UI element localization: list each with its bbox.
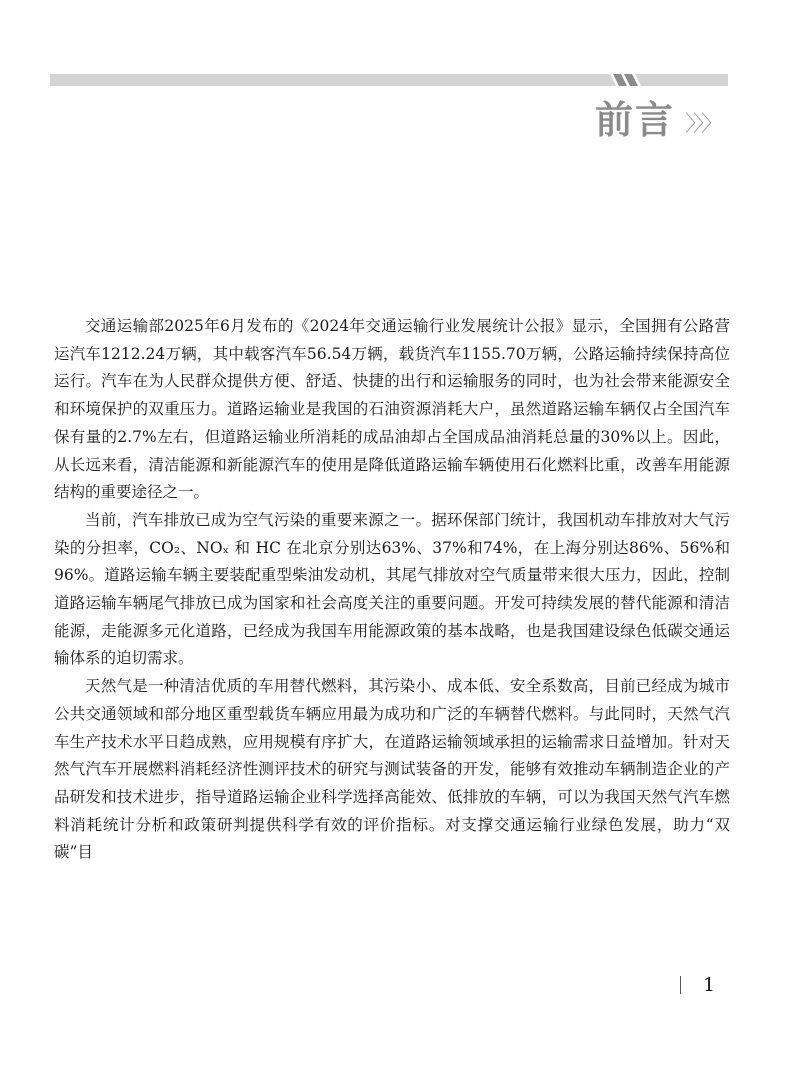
chevron-right-icon: 〉〉〉	[684, 112, 720, 137]
chapter-heading	[595, 98, 720, 142]
body-text	[54, 313, 730, 867]
paragraph-2: 当前，汽车排放已成为空气污染的重要来源之一。据环保部门统计，我国机动车排放对大气污染的分担率，CO₂、NOₓ 和 HC 在北京分别达63%、37%和74%，在上海分别达86%、56%和96%。道路运输车辆主要装配重型柴油发动机，其尾气排放对空气质量带来很大压力，因此，控制道路运输车辆尾气排放已成为国家和社会高度关注的重要问题。开发可持续发展的替代能源和清洁能源，走能源多元化道路，已经成为我国车用能源政策的基本战略，也是我国建设绿色低碳交通运输体系的迫切需求。	[54, 510, 730, 668]
paragraph-3: 天然气是一种清洁优质的车用替代燃料，其污染小、成本低、安全系数高，目前已经成为城市公共交通领域和部分地区重型载货车辆应用最为成功和广泛的车辆替代燃料。与此同时，天然气汽车生产技术水平日趋成熟，应用规模有序扩大，在道路运输领域承担的运输需求日益增加。针对天然气汽车开展燃料消耗经济性测评技术的研究与测试装备的开发，能够有效推动车辆制造企业的产品研发和技术进步，指导道路运输企业科学选择高能效、低排放的车辆，可以为我国天然气汽车燃料消耗统计分析和政策研判提供科学有效的评价指标。对支撑交通运输行业绿色发展，助力“双碳”目	[54, 677, 730, 862]
page-number: 1	[703, 974, 716, 996]
paragraph-1: 交通运输部2025年6月发布的《2024年交通运输行业发展统计公报》显示，全国拥有公路营运汽车1212.24万辆，其中载客汽车56.54万辆，载货汽车1155.70万辆，公路运输持续保持高位运行。汽车在为人民群众提供方便、舒适、快捷的出行和运输服务的同时，也为社会带来能源安全和环境保护的双重压力。道路运输业是我国的石油资源消耗大户，虽然道路运输车辆仅占全国汽车保有量的2.7%左右，但道路运输业所消耗的成品油却占全国成品油消耗总量的30%以上。因此，从长远来看，清洁能源和新能源汽车的使用是降低道路运输车辆使用石化燃料比重，改善车用能源结构的重要途径之一。	[54, 317, 730, 502]
page-title: 前言	[594, 98, 675, 142]
page-number-divider	[680, 976, 681, 994]
header-rule	[50, 74, 728, 86]
page-footer	[680, 972, 715, 998]
